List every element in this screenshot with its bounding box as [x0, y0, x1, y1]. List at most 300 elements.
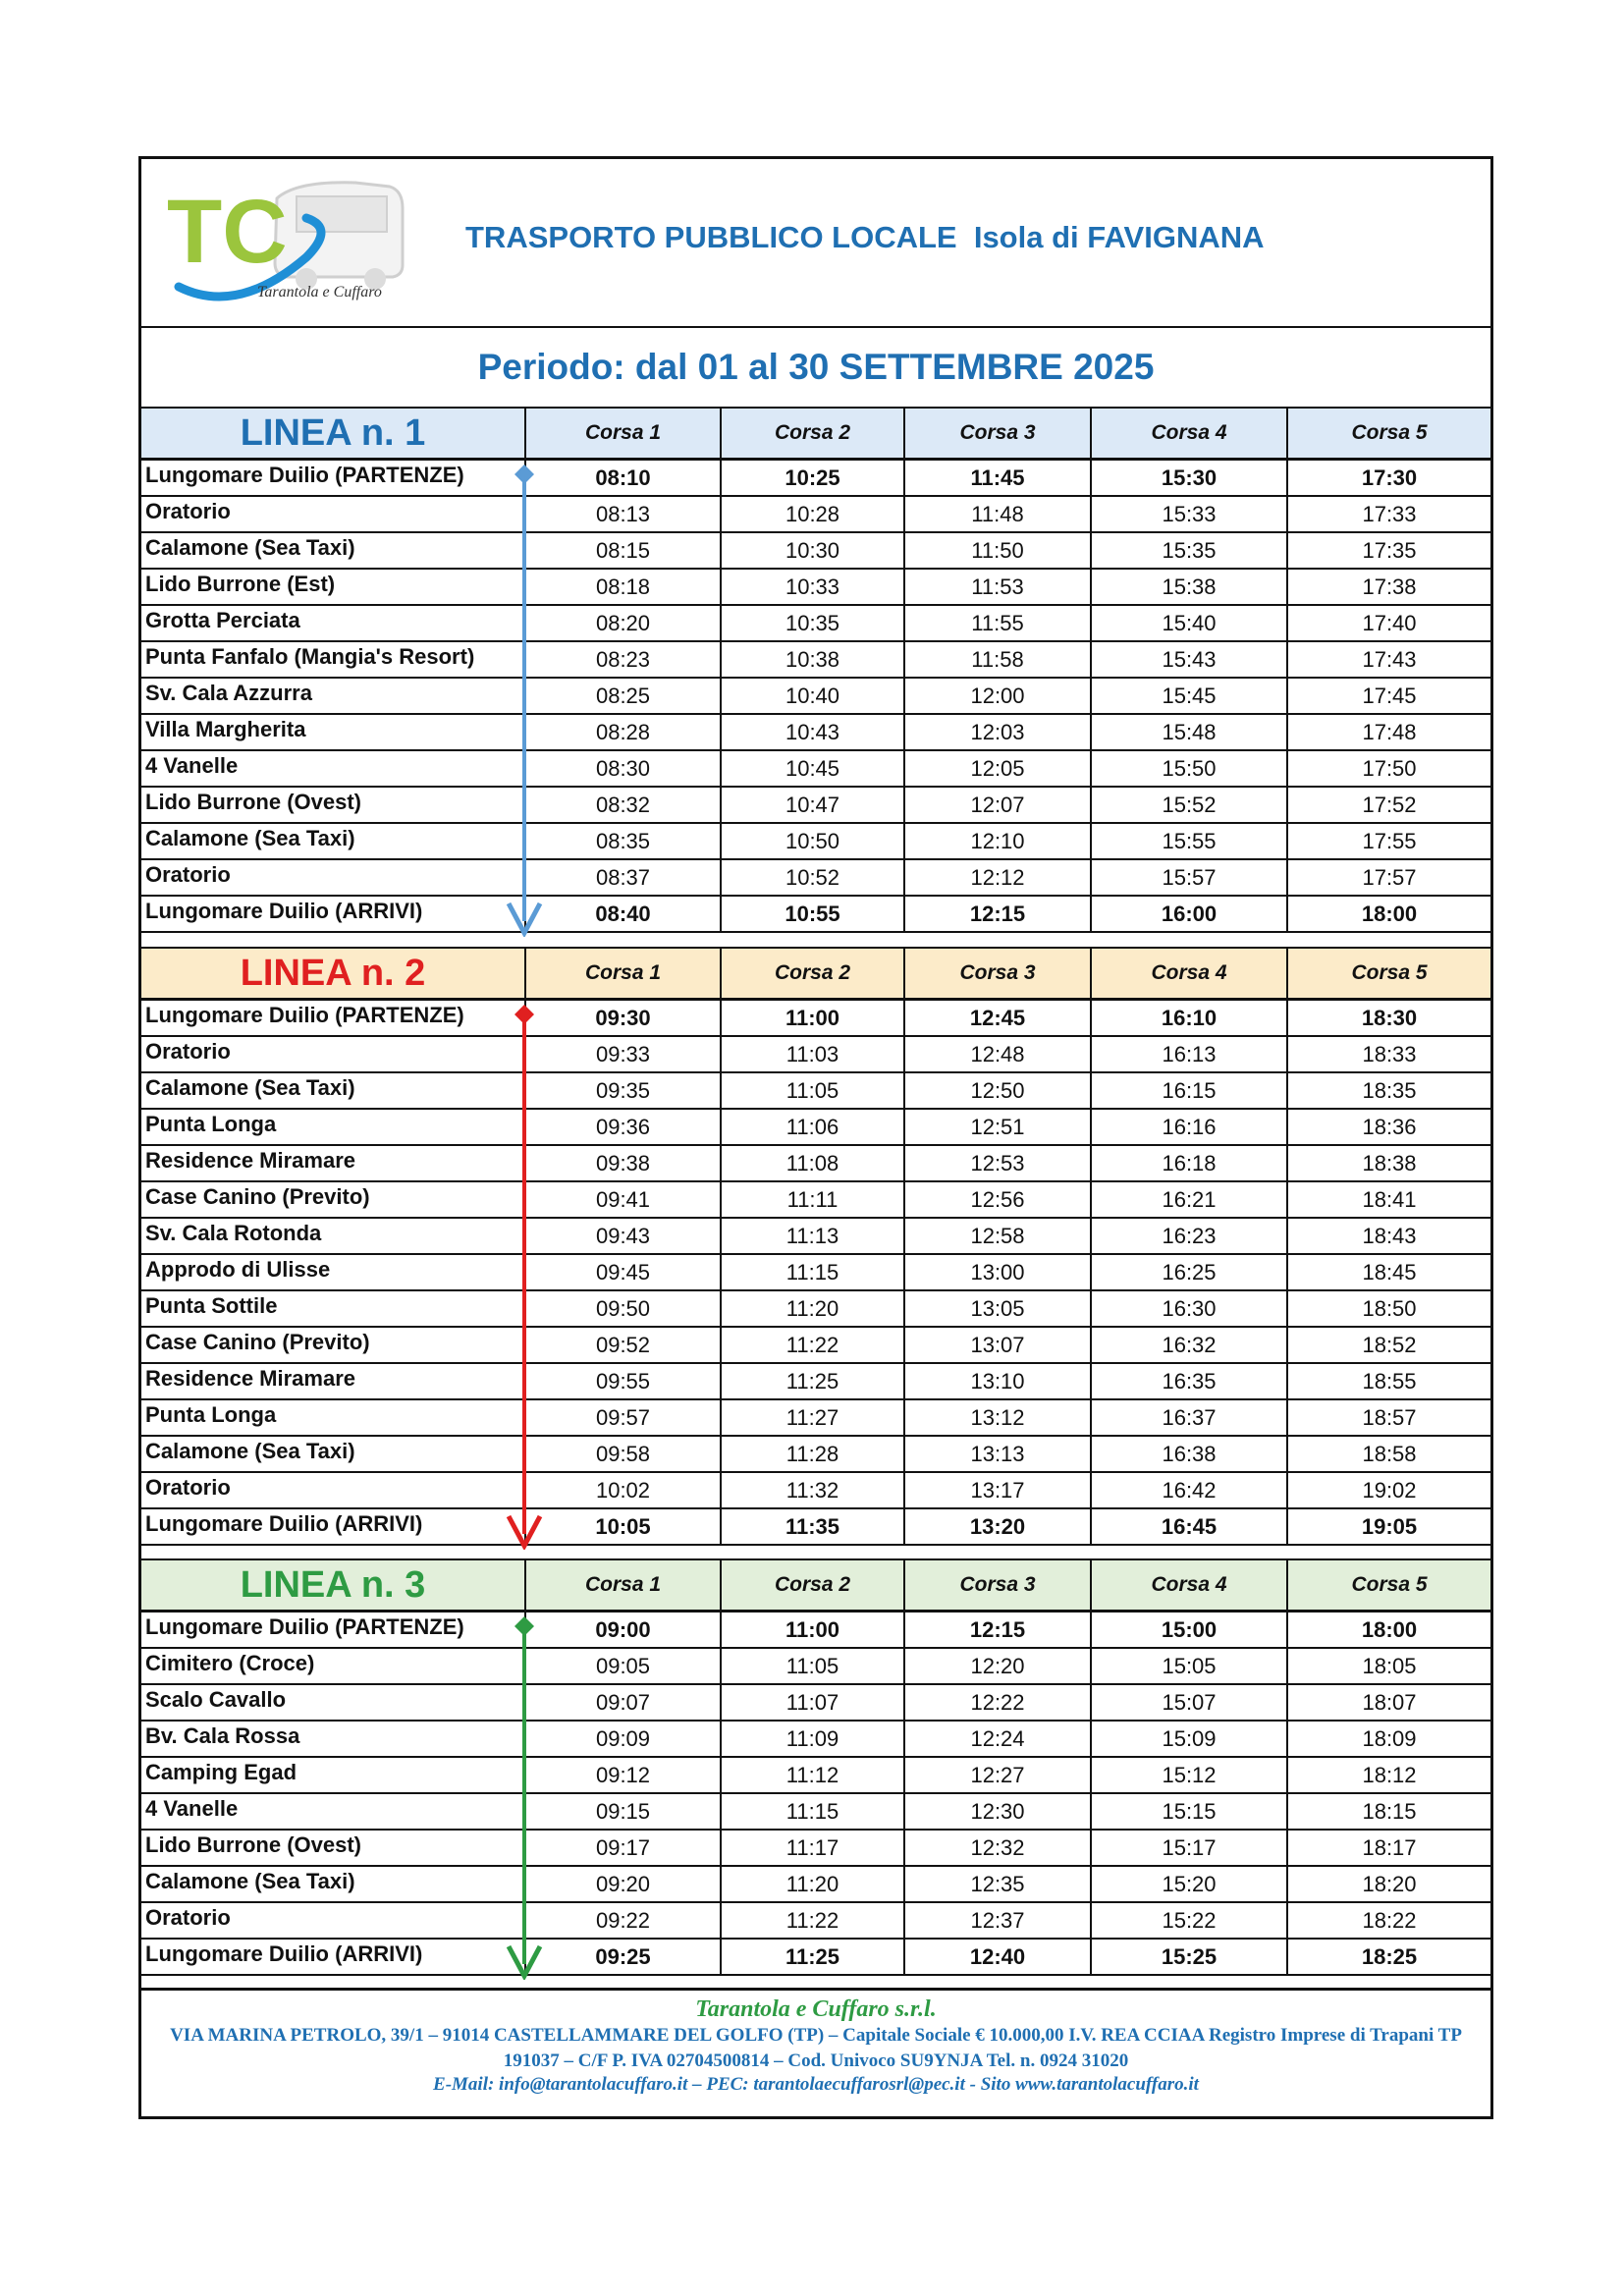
- stop-row: [141, 533, 1490, 570]
- time-cell: 09:55: [524, 1364, 720, 1398]
- run-header: Corsa 3: [903, 409, 1090, 458]
- stop-row: [141, 1400, 1490, 1437]
- time-cell: 15:43: [1090, 642, 1286, 677]
- time-cell: 18:45: [1286, 1255, 1490, 1289]
- time-cell: 11:55: [903, 606, 1090, 640]
- stop-row: [141, 1437, 1490, 1473]
- stop-name: 4 Vanelle: [145, 753, 239, 778]
- time-cell: 11:22: [720, 1328, 903, 1362]
- run-header: Corsa 3: [903, 1560, 1090, 1610]
- line-block-3: [141, 1558, 1490, 1976]
- time-cell: 08:32: [524, 788, 720, 822]
- stop-name: Calamone (Sea Taxi): [145, 535, 355, 560]
- stop-row: [141, 1867, 1490, 1903]
- time-cell: 11:17: [720, 1831, 903, 1865]
- stop-row: [141, 1685, 1490, 1722]
- time-cell: 13:12: [903, 1400, 1090, 1435]
- stop-name: Punta Longa: [145, 1402, 277, 1427]
- time-cell: 17:40: [1286, 606, 1490, 640]
- line-title: LINEA n. 1: [240, 411, 426, 454]
- stop-name: Lungomare Duilio (ARRIVI): [145, 899, 423, 923]
- time-cell: 11:35: [720, 1509, 903, 1544]
- stop-row: [141, 1758, 1490, 1794]
- timetable-frame: [138, 156, 1493, 2119]
- stop-name: Calamone (Sea Taxi): [145, 1439, 355, 1463]
- time-cell: 12:12: [903, 860, 1090, 895]
- time-cell: 15:17: [1090, 1831, 1286, 1865]
- stop-name: Lido Burrone (Est): [145, 572, 336, 596]
- stop-row: [141, 461, 1490, 497]
- time-cell: 09:57: [524, 1400, 720, 1435]
- time-cell: 18:58: [1286, 1437, 1490, 1471]
- time-cell: 16:25: [1090, 1255, 1286, 1289]
- line-block-1: [141, 407, 1490, 933]
- time-cell: 11:20: [720, 1867, 903, 1901]
- direction-arrow-icon: [505, 1616, 544, 1980]
- time-cell: 17:50: [1286, 751, 1490, 786]
- stop-name: Calamone (Sea Taxi): [145, 1869, 355, 1893]
- stop-row: [141, 1831, 1490, 1867]
- header: [141, 159, 1490, 328]
- time-cell: 18:52: [1286, 1328, 1490, 1362]
- time-cell: 17:30: [1286, 461, 1490, 495]
- stop-row: [141, 1722, 1490, 1758]
- stop-row: [141, 1473, 1490, 1509]
- line-header-row: [141, 407, 1490, 461]
- time-cell: 13:20: [903, 1509, 1090, 1544]
- line-header-row: [141, 947, 1490, 1001]
- page-title: TRASPORTO PUBBLICO LOCALE Isola di FAVIGNANA: [465, 220, 1265, 254]
- time-cell: 12:07: [903, 788, 1090, 822]
- time-cell: 16:21: [1090, 1182, 1286, 1217]
- time-cell: 11:20: [720, 1291, 903, 1326]
- time-cell: 15:00: [1090, 1613, 1286, 1647]
- time-cell: 15:30: [1090, 461, 1286, 495]
- time-cell: 16:45: [1090, 1509, 1286, 1544]
- time-cell: 16:37: [1090, 1400, 1286, 1435]
- time-cell: 12:51: [903, 1110, 1090, 1144]
- run-header: Corsa 3: [903, 949, 1090, 998]
- time-cell: 08:13: [524, 497, 720, 531]
- time-cell: 18:41: [1286, 1182, 1490, 1217]
- stop-row: [141, 1364, 1490, 1400]
- stop-row: [141, 788, 1490, 824]
- stop-row: [141, 570, 1490, 606]
- time-cell: 09:50: [524, 1291, 720, 1326]
- time-cell: 08:25: [524, 679, 720, 713]
- time-cell: 11:48: [903, 497, 1090, 531]
- time-cell: 15:22: [1090, 1903, 1286, 1938]
- svg-text:Tarantola e Cuffaro: Tarantola e Cuffaro: [257, 284, 382, 301]
- time-cell: 09:00: [524, 1613, 720, 1647]
- time-cell: 12:24: [903, 1722, 1090, 1756]
- time-cell: 10:52: [720, 860, 903, 895]
- stop-name: Oratorio: [145, 1475, 231, 1500]
- stop-name: Lungomare Duilio (PARTENZE): [145, 1003, 464, 1027]
- time-cell: 08:37: [524, 860, 720, 895]
- time-cell: 11:00: [720, 1613, 903, 1647]
- time-cell: 18:35: [1286, 1073, 1490, 1108]
- time-cell: 18:55: [1286, 1364, 1490, 1398]
- stop-row: [141, 1037, 1490, 1073]
- time-cell: 13:10: [903, 1364, 1090, 1398]
- time-cell: 09:22: [524, 1903, 720, 1938]
- time-cell: 08:20: [524, 606, 720, 640]
- time-cell: 12:35: [903, 1867, 1090, 1901]
- time-cell: 16:00: [1090, 897, 1286, 931]
- stop-name: Villa Margherita: [145, 717, 306, 741]
- company-logo: [159, 169, 405, 311]
- time-cell: 15:33: [1090, 497, 1286, 531]
- time-cell: 10:45: [720, 751, 903, 786]
- time-cell: 18:00: [1286, 897, 1490, 931]
- time-cell: 11:05: [720, 1073, 903, 1108]
- time-cell: 18:36: [1286, 1110, 1490, 1144]
- time-cell: 15:48: [1090, 715, 1286, 749]
- time-cell: 12:30: [903, 1794, 1090, 1829]
- time-cell: 15:05: [1090, 1649, 1286, 1683]
- time-cell: 15:12: [1090, 1758, 1286, 1792]
- run-header: Corsa 2: [720, 949, 903, 998]
- time-cell: 15:57: [1090, 860, 1286, 895]
- time-cell: 11:32: [720, 1473, 903, 1507]
- time-cell: 10:33: [720, 570, 903, 604]
- time-cell: 12:53: [903, 1146, 1090, 1180]
- time-cell: 18:25: [1286, 1940, 1490, 1974]
- time-cell: 11:50: [903, 533, 1090, 568]
- time-cell: 12:40: [903, 1940, 1090, 1974]
- time-cell: 10:25: [720, 461, 903, 495]
- time-cell: 08:35: [524, 824, 720, 858]
- time-cell: 08:10: [524, 461, 720, 495]
- footer-contacts: E-Mail: info@tarantolacuffaro.it – PEC: tarantolaecuffarosrl@pec.it - Sito www.tarantolacuffaro.it: [433, 2074, 1199, 2095]
- time-cell: 15:15: [1090, 1794, 1286, 1829]
- time-cell: 12:37: [903, 1903, 1090, 1938]
- time-cell: 12:10: [903, 824, 1090, 858]
- time-cell: 10:40: [720, 679, 903, 713]
- stop-name: Punta Fanfalo (Mangia's Resort): [145, 644, 475, 669]
- run-header: Corsa 4: [1090, 949, 1286, 998]
- run-header: Corsa 1: [524, 409, 720, 458]
- time-cell: 11:06: [720, 1110, 903, 1144]
- stop-row: [141, 497, 1490, 533]
- stop-name: Oratorio: [145, 1039, 231, 1064]
- time-cell: 13:05: [903, 1291, 1090, 1326]
- time-cell: 09:58: [524, 1437, 720, 1471]
- time-cell: 17:38: [1286, 570, 1490, 604]
- stop-name: Oratorio: [145, 1905, 231, 1930]
- time-cell: 12:32: [903, 1831, 1090, 1865]
- time-cell: 09:12: [524, 1758, 720, 1792]
- time-cell: 15:38: [1090, 570, 1286, 604]
- time-cell: 12:22: [903, 1685, 1090, 1720]
- stop-row: [141, 1903, 1490, 1940]
- time-cell: 18:15: [1286, 1794, 1490, 1829]
- stop-name: Case Canino (Previto): [145, 1184, 370, 1209]
- run-header: Corsa 1: [524, 1560, 720, 1610]
- time-cell: 09:05: [524, 1649, 720, 1683]
- time-cell: 10:30: [720, 533, 903, 568]
- time-cell: 16:23: [1090, 1219, 1286, 1253]
- time-cell: 18:38: [1286, 1146, 1490, 1180]
- time-cell: 11:05: [720, 1649, 903, 1683]
- run-header: Corsa 4: [1090, 409, 1286, 458]
- line-title: LINEA n. 2: [240, 952, 426, 994]
- time-cell: 11:15: [720, 1794, 903, 1829]
- time-cell: 15:40: [1090, 606, 1286, 640]
- time-cell: 15:25: [1090, 1940, 1286, 1974]
- time-cell: 15:07: [1090, 1685, 1286, 1720]
- time-cell: 11:13: [720, 1219, 903, 1253]
- stop-name: Punta Sottile: [145, 1293, 278, 1318]
- stop-name: Sv. Cala Azzurra: [145, 681, 312, 705]
- stop-row: [141, 715, 1490, 751]
- time-cell: 18:57: [1286, 1400, 1490, 1435]
- time-cell: 17:33: [1286, 497, 1490, 531]
- stop-name: Cimitero (Croce): [145, 1651, 315, 1675]
- stop-name: Lungomare Duilio (ARRIVI): [145, 1941, 423, 1966]
- stop-name: Lido Burrone (Ovest): [145, 1832, 362, 1857]
- run-header: Corsa 5: [1286, 1560, 1490, 1610]
- stop-row: [141, 1328, 1490, 1364]
- line-header-row: [141, 1558, 1490, 1613]
- time-cell: 09:36: [524, 1110, 720, 1144]
- time-cell: 09:25: [524, 1940, 720, 1974]
- time-cell: 11:53: [903, 570, 1090, 604]
- time-cell: 09:38: [524, 1146, 720, 1180]
- time-cell: 09:15: [524, 1794, 720, 1829]
- time-cell: 11:00: [720, 1001, 903, 1035]
- time-cell: 08:40: [524, 897, 720, 931]
- time-cell: 11:07: [720, 1685, 903, 1720]
- time-cell: 10:05: [524, 1509, 720, 1544]
- line-block-2: [141, 947, 1490, 1546]
- time-cell: 12:48: [903, 1037, 1090, 1071]
- stop-name: Lungomare Duilio (PARTENZE): [145, 1614, 464, 1639]
- time-cell: 12:03: [903, 715, 1090, 749]
- time-cell: 12:27: [903, 1758, 1090, 1792]
- time-cell: 17:52: [1286, 788, 1490, 822]
- time-cell: 17:35: [1286, 533, 1490, 568]
- stop-row: [141, 1182, 1490, 1219]
- time-cell: 12:05: [903, 751, 1090, 786]
- time-cell: 12:56: [903, 1182, 1090, 1217]
- time-cell: 18:00: [1286, 1613, 1490, 1647]
- stop-name: Punta Longa: [145, 1112, 277, 1136]
- time-cell: 13:17: [903, 1473, 1090, 1507]
- time-cell: 09:09: [524, 1722, 720, 1756]
- line-title: LINEA n. 3: [240, 1563, 426, 1606]
- stop-name: Lungomare Duilio (PARTENZE): [145, 463, 464, 487]
- time-cell: 18:33: [1286, 1037, 1490, 1071]
- time-cell: 10:35: [720, 606, 903, 640]
- stop-row: [141, 1073, 1490, 1110]
- run-header: Corsa 5: [1286, 409, 1490, 458]
- stop-name: Scalo Cavallo: [145, 1687, 287, 1712]
- time-cell: 10:02: [524, 1473, 720, 1507]
- time-cell: 11:28: [720, 1437, 903, 1471]
- time-cell: 11:09: [720, 1722, 903, 1756]
- time-cell: 12:15: [903, 1613, 1090, 1647]
- time-cell: 16:16: [1090, 1110, 1286, 1144]
- stop-row: [141, 1219, 1490, 1255]
- time-cell: 10:38: [720, 642, 903, 677]
- time-cell: 15:50: [1090, 751, 1286, 786]
- time-cell: 09:30: [524, 1001, 720, 1035]
- time-cell: 17:45: [1286, 679, 1490, 713]
- time-cell: 15:52: [1090, 788, 1286, 822]
- time-cell: 13:07: [903, 1328, 1090, 1362]
- time-cell: 16:42: [1090, 1473, 1286, 1507]
- time-cell: 18:07: [1286, 1685, 1490, 1720]
- time-cell: 15:35: [1090, 533, 1286, 568]
- period-heading: Periodo: dal 01 al 30 SETTEMBRE 2025: [141, 328, 1490, 410]
- stop-row: [141, 1255, 1490, 1291]
- time-cell: 11:11: [720, 1182, 903, 1217]
- time-cell: 15:55: [1090, 824, 1286, 858]
- stop-name: Bv. Cala Rossa: [145, 1723, 300, 1748]
- time-cell: 09:07: [524, 1685, 720, 1720]
- time-cell: 13:13: [903, 1437, 1090, 1471]
- stop-name: Sv. Cala Rotonda: [145, 1221, 322, 1245]
- stop-row: [141, 824, 1490, 860]
- stop-name: Grotta Perciata: [145, 608, 300, 632]
- stop-row: [141, 751, 1490, 788]
- time-cell: 09:41: [524, 1182, 720, 1217]
- time-cell: 18:22: [1286, 1903, 1490, 1938]
- time-cell: 16:35: [1090, 1364, 1286, 1398]
- svg-text:TC: TC: [167, 182, 288, 282]
- time-cell: 16:18: [1090, 1146, 1286, 1180]
- stop-row: [141, 1794, 1490, 1831]
- stop-row: [141, 1291, 1490, 1328]
- time-cell: 12:20: [903, 1649, 1090, 1683]
- run-header: Corsa 2: [720, 409, 903, 458]
- time-cell: 11:15: [720, 1255, 903, 1289]
- footer-address: VIA MARINA PETROLO, 39/1 – 91014 CASTELLAMMARE DEL GOLFO (TP) – Capitale Sociale € 10.000,00 I.V. REA CCIAA Registro Imprese di Trapani TP 191037 – C/F P. IVA 02704500814 – Cod. Univoco SU9YNJA Tel. n. 0924 31020: [170, 2025, 1462, 2071]
- run-header: Corsa 4: [1090, 1560, 1286, 1610]
- time-cell: 10:43: [720, 715, 903, 749]
- time-cell: 18:09: [1286, 1722, 1490, 1756]
- stop-row: [141, 897, 1490, 933]
- time-cell: 11:25: [720, 1364, 903, 1398]
- stop-name: Oratorio: [145, 499, 231, 523]
- time-cell: 08:23: [524, 642, 720, 677]
- time-cell: 19:02: [1286, 1473, 1490, 1507]
- stop-name: Lungomare Duilio (ARRIVI): [145, 1511, 423, 1536]
- time-cell: 16:15: [1090, 1073, 1286, 1108]
- stop-row: [141, 1613, 1490, 1649]
- time-cell: 18:43: [1286, 1219, 1490, 1253]
- stop-name: Approdo di Ulisse: [145, 1257, 331, 1282]
- stop-row: [141, 606, 1490, 642]
- time-cell: 18:05: [1286, 1649, 1490, 1683]
- stop-row: [141, 1110, 1490, 1146]
- time-cell: 08:28: [524, 715, 720, 749]
- time-cell: 18:17: [1286, 1831, 1490, 1865]
- stop-name: Lido Burrone (Ovest): [145, 790, 362, 814]
- time-cell: 18:20: [1286, 1867, 1490, 1901]
- time-cell: 16:30: [1090, 1291, 1286, 1326]
- time-cell: 09:20: [524, 1867, 720, 1901]
- run-header: Corsa 2: [720, 1560, 903, 1610]
- stop-row: [141, 1001, 1490, 1037]
- time-cell: 11:25: [720, 1940, 903, 1974]
- time-cell: 11:27: [720, 1400, 903, 1435]
- time-cell: 09:35: [524, 1073, 720, 1108]
- stop-row: [141, 860, 1490, 897]
- time-cell: 17:48: [1286, 715, 1490, 749]
- time-cell: 10:28: [720, 497, 903, 531]
- stop-name: Camping Egad: [145, 1760, 298, 1784]
- time-cell: 17:43: [1286, 642, 1490, 677]
- time-cell: 11:22: [720, 1903, 903, 1938]
- time-cell: 09:45: [524, 1255, 720, 1289]
- time-cell: 16:13: [1090, 1037, 1286, 1071]
- stop-row: [141, 679, 1490, 715]
- stop-name: Oratorio: [145, 862, 231, 887]
- time-cell: 08:30: [524, 751, 720, 786]
- stop-name: Residence Miramare: [145, 1148, 355, 1173]
- time-cell: 08:15: [524, 533, 720, 568]
- time-cell: 12:00: [903, 679, 1090, 713]
- time-cell: 19:05: [1286, 1509, 1490, 1544]
- stop-name: Calamone (Sea Taxi): [145, 1075, 355, 1100]
- stop-row: [141, 1649, 1490, 1685]
- time-cell: 18:30: [1286, 1001, 1490, 1035]
- stop-row: [141, 642, 1490, 679]
- time-cell: 17:57: [1286, 860, 1490, 895]
- time-cell: 13:00: [903, 1255, 1090, 1289]
- time-cell: 18:50: [1286, 1291, 1490, 1326]
- stop-name: Calamone (Sea Taxi): [145, 826, 355, 850]
- time-cell: 15:09: [1090, 1722, 1286, 1756]
- time-cell: 11:12: [720, 1758, 903, 1792]
- time-cell: 09:17: [524, 1831, 720, 1865]
- time-cell: 09:52: [524, 1328, 720, 1362]
- stop-name: Case Canino (Previto): [145, 1330, 370, 1354]
- stop-name: 4 Vanelle: [145, 1796, 239, 1821]
- time-cell: 12:15: [903, 897, 1090, 931]
- time-cell: 09:33: [524, 1037, 720, 1071]
- time-cell: 18:12: [1286, 1758, 1490, 1792]
- time-cell: 12:45: [903, 1001, 1090, 1035]
- time-cell: 10:50: [720, 824, 903, 858]
- time-cell: 16:38: [1090, 1437, 1286, 1471]
- time-cell: 11:58: [903, 642, 1090, 677]
- time-cell: 17:55: [1286, 824, 1490, 858]
- time-cell: 10:47: [720, 788, 903, 822]
- time-cell: 11:08: [720, 1146, 903, 1180]
- footer: [141, 1988, 1490, 2118]
- stop-name: Residence Miramare: [145, 1366, 355, 1391]
- time-cell: 11:03: [720, 1037, 903, 1071]
- stop-row: [141, 1940, 1490, 1976]
- run-header: Corsa 1: [524, 949, 720, 998]
- direction-arrow-icon: [505, 1005, 544, 1550]
- run-header: Corsa 5: [1286, 949, 1490, 998]
- time-cell: 08:18: [524, 570, 720, 604]
- time-cell: 12:50: [903, 1073, 1090, 1108]
- time-cell: 09:43: [524, 1219, 720, 1253]
- time-cell: 16:10: [1090, 1001, 1286, 1035]
- time-cell: 16:32: [1090, 1328, 1286, 1362]
- stop-row: [141, 1509, 1490, 1546]
- time-cell: 11:45: [903, 461, 1090, 495]
- time-cell: 15:20: [1090, 1867, 1286, 1901]
- time-cell: 15:45: [1090, 679, 1286, 713]
- footer-company: Tarantola e Cuffaro s.r.l.: [695, 1996, 937, 2022]
